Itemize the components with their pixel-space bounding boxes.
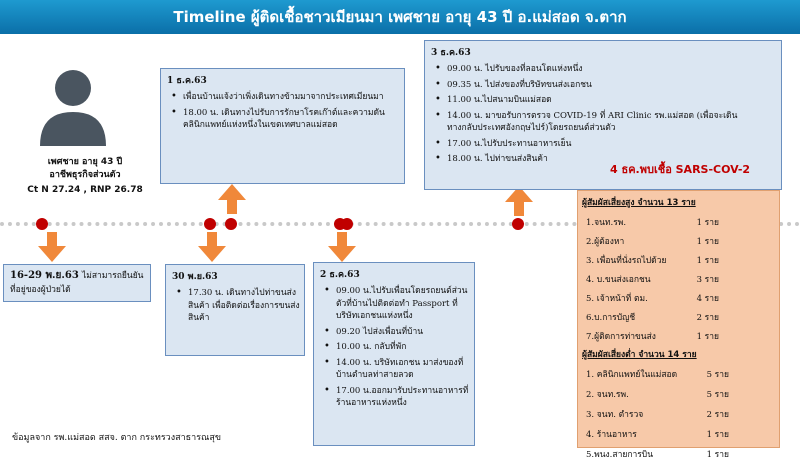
low-risk-heading: ผู้สัมผัสเสี่ยงต่ำ จำนวน 14 ราย (582, 350, 697, 360)
contact-name: 3. จนท. ตำรวจ (586, 410, 644, 420)
contact-count: 3 ราย (696, 274, 719, 285)
event-date: 16-29 พ.ย.63 (10, 270, 79, 281)
event-date: 3 ธ.ค.63 (431, 48, 471, 58)
contact-name: 2. จนท.รพ. (586, 390, 629, 400)
event-items (166, 287, 304, 325)
event-item: • 09.35 น. ไปส่งของที่บริษัทขนส่งเอกชน (447, 79, 751, 92)
person-sex-age: เพศชาย อายุ 43 ปี (47, 157, 123, 167)
high-risk-row (578, 269, 779, 288)
arrow-down-icon (328, 232, 356, 262)
event-item: • 18.00 น. ไปท่าขนส่งสินค้า (447, 153, 597, 166)
high-risk-heading: ผู้สัมผัสเสี่ยงสูง จำนวน 13 ราย (582, 198, 696, 208)
low-risk-row (578, 444, 779, 464)
event-item: • 14.00 น. บริษัทเอกชน มาส่งของที่บ้านตำบลท่าสายลวด (336, 357, 470, 382)
high-risk-row (578, 231, 779, 250)
event-box-16-29-nov (3, 264, 151, 302)
contact-count: 2 ราย (696, 312, 719, 323)
event-item: • 09.00 น.ไปรับเพื่อนโดยรถยนต์ส่วนตัวที่บ้านไปติดต่อทำ Passport ที่ บริษัทเอกชนแห่งหนึ่ง (336, 285, 470, 323)
event-items (314, 285, 474, 410)
event-box-30-nov (165, 264, 305, 356)
contact-count: 1 ราย (696, 331, 719, 342)
sars-cov-2-found-label: 4 ธค.พบเชื้อ SARS-COV-2 (610, 163, 751, 176)
arrow-down-icon (198, 232, 226, 262)
contact-count: 4 ราย (696, 293, 719, 304)
source-note: ข้อมูลจาก รพ.แม่สอด สสจ. ตาก กระทรวงสาธารณสุข (12, 433, 222, 443)
event-item: • 11.00 น.ไปสนามบินแม่สอด (447, 94, 751, 107)
event-date: 30 พ.ย.63 (172, 272, 218, 282)
event-item: • 17.30 น. เดินทางไปท่าขนส่งสินค้า เพื่อติดต่อเรื่องการขนส่งสินค้า (188, 287, 300, 325)
contact-name: 5. เจ้าหน้าที่ ตม. (586, 293, 648, 304)
contacts-panel (577, 190, 780, 460)
event-date: 1 ธ.ค.63 (167, 76, 207, 86)
event-item: • 17.00 น.ออกมารับประทานอาหารที่ร้านอาหารแห่งหนึ่ง (336, 385, 470, 410)
high-risk-row (578, 212, 779, 231)
low-risk-row (578, 424, 779, 444)
contact-count: 1 ราย (706, 430, 729, 440)
contact-count: 5 ราย (706, 370, 729, 380)
contact-name: 3. เพื่อนที่นั่งรถไปด้วย (586, 255, 667, 266)
event-items (161, 91, 404, 132)
arrow-down-icon (38, 232, 66, 262)
low-risk-row (578, 404, 779, 424)
arrow-up-icon (505, 186, 533, 216)
event-box-1-dec (160, 68, 405, 184)
high-risk-row (578, 250, 779, 269)
event-item: • 09.00 น. ไปรับของที่ลอนโดแห่งหนึ่ง (447, 63, 751, 76)
low-risk-row (578, 384, 779, 404)
contact-count: 5 ราย (706, 390, 729, 400)
event-text: ไม่สามารถยืนยันที่อยู่ของผู้ป่วยได้ (10, 271, 144, 295)
timeline-dot-3 (512, 218, 524, 230)
timeline-dot-2b (341, 218, 353, 230)
event-item: • 14.00 น. มาขอรับการตรวจ COVID-19 ที่ ARI Clinic รพ.แม่สอด (เพื่อจะเดินทางกลับประเทศอังกฤษไปร์)โดยรถยนต์ส่วนตัว (447, 110, 751, 135)
person-icon (38, 66, 108, 146)
timeline-dot-30 (204, 218, 216, 230)
high-risk-row (578, 307, 779, 326)
contact-count: 1 ราย (696, 255, 719, 266)
contact-name: 4. บ.ขนส่งเอกชน (586, 274, 651, 285)
high-risk-row (578, 288, 779, 307)
event-item: • 18.00 น. เดินทางไปรับการรักษาโรคเก๊าต์และความดัน คลินิกแพทย์แห่งหนึ่งในเขตเทศบาลแม่สอด (183, 107, 400, 132)
contact-count: 1 ราย (696, 217, 719, 228)
contact-count: 2 ราย (706, 410, 729, 420)
page-title: Timeline ผู้ติดเชื้อชาวเมียนมา เพศชาย อายุ 43 ปี อ.แม่สอด จ.ตาก (0, 0, 800, 34)
contact-name: 2.ผู้ต้องหา (586, 236, 625, 247)
event-items (425, 63, 781, 166)
low-risk-row (578, 364, 779, 384)
contact-count: 1 ราย (696, 236, 719, 247)
contact-name: 5.พนง.สายการบิน (586, 450, 654, 460)
timeline-dot-1 (225, 218, 237, 230)
event-item: • 17.00 น.ไปรับประทานอาหารเย็น (447, 138, 597, 151)
person-ct-value: Ct N 27.24 , RNP 26.78 (27, 185, 143, 195)
contact-name: 1. คลินิกแพทย์ในแม่สอด (586, 370, 678, 380)
event-box-2-dec (313, 262, 475, 446)
event-item: • เพื่อนบ้านแจ้งว่าเพิ่งเดินทางข้ามมาจากประเทศเมียนมา (183, 91, 400, 104)
contact-name: 7.ผู้ติดการท่าขนส่ง (586, 331, 656, 342)
contact-name: 4. ร้านอาหาร (586, 430, 637, 440)
event-item: • 09.20 ไปส่งเพื่อนที่บ้าน (336, 326, 470, 339)
contact-count: 1 ราย (706, 450, 729, 460)
event-item: • 10.00 น. กลับที่พัก (336, 341, 470, 354)
event-date: 2 ธ.ค.63 (320, 270, 360, 280)
arrow-up-icon (218, 184, 246, 214)
timeline-dot-16-29 (36, 218, 48, 230)
person-occupation: อาชีพธุรกิจส่วนตัว (49, 170, 121, 180)
contact-name: 1.จนท.รพ. (586, 217, 627, 228)
high-risk-row (578, 326, 779, 345)
contact-name: 6.บ.การบัญชี (586, 312, 636, 323)
